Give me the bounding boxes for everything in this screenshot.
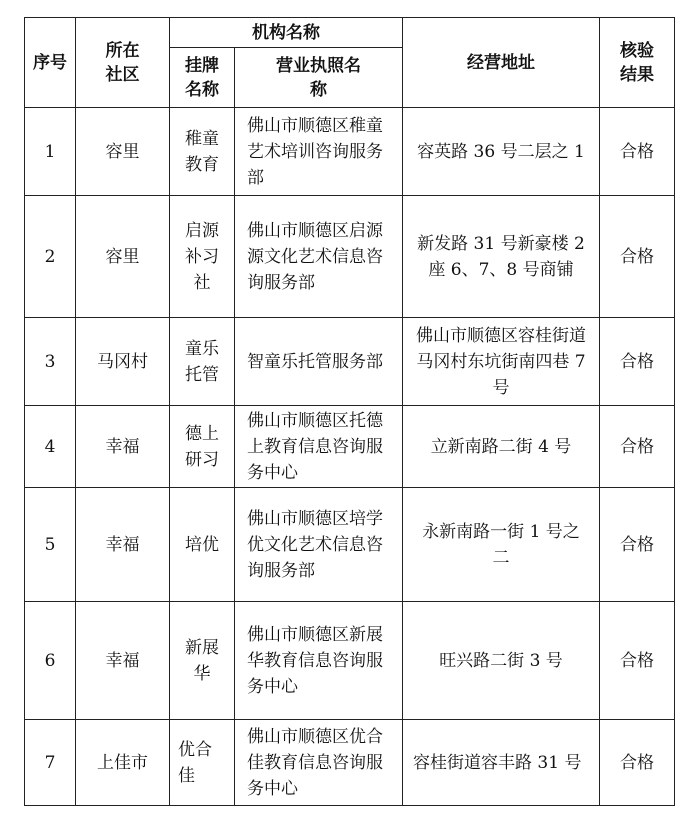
table-row	[25, 108, 675, 196]
header-address: 经营地址	[403, 18, 600, 108]
header-seq: 序号	[25, 18, 76, 108]
cell-signboard: 启源补习社	[170, 196, 235, 318]
header-community: 所在社区	[76, 18, 170, 108]
cell-license: 佛山市顺德区稚童艺术培训咨询服务部	[235, 108, 403, 196]
header-result: 核验结果	[600, 18, 675, 108]
cell-seq: 6	[25, 602, 76, 720]
verification-table	[24, 17, 675, 806]
cell-address: 旺兴路二街 3 号	[403, 602, 600, 720]
cell-community: 上佳市	[76, 720, 170, 806]
table-row	[25, 720, 675, 806]
cell-seq: 4	[25, 406, 76, 488]
cell-community: 马冈村	[76, 318, 170, 406]
cell-signboard: 稚童教育	[170, 108, 235, 196]
cell-result: 合格	[600, 318, 675, 406]
cell-address: 永新南路一街 1 号之二	[403, 488, 600, 602]
table-row	[25, 406, 675, 488]
cell-address: 新发路 31 号新豪楼 2 座 6、7、8 号商铺	[403, 196, 600, 318]
table-row	[25, 602, 675, 720]
cell-seq: 3	[25, 318, 76, 406]
cell-license: 智童乐托管服务部	[235, 318, 403, 406]
cell-address: 容英路 36 号二层之 1	[403, 108, 600, 196]
header-signboard: 挂牌名称	[170, 48, 235, 108]
cell-signboard: 优合佳	[170, 720, 235, 806]
cell-result: 合格	[600, 602, 675, 720]
cell-signboard: 童乐托管	[170, 318, 235, 406]
cell-address: 佛山市顺德区容桂街道马冈村东坑街南四巷 7 号	[403, 318, 600, 406]
cell-result: 合格	[600, 196, 675, 318]
document-page	[24, 17, 675, 806]
cell-address: 容桂街道容丰路 31 号	[403, 720, 600, 806]
header-license: 营业执照名称	[235, 48, 403, 108]
cell-signboard: 新展华	[170, 602, 235, 720]
cell-license: 佛山市顺德区新展华教育信息咨询服务中心	[235, 602, 403, 720]
header-org: 机构名称	[170, 18, 403, 48]
cell-result: 合格	[600, 488, 675, 602]
cell-result: 合格	[600, 406, 675, 488]
cell-license: 佛山市顺德区优合佳教育信息咨询服务中心	[235, 720, 403, 806]
cell-license: 佛山市顺德区启源源文化艺术信息咨询服务部	[235, 196, 403, 318]
cell-license: 佛山市顺德区培学优文化艺术信息咨询服务部	[235, 488, 403, 602]
cell-signboard: 德上研习	[170, 406, 235, 488]
cell-seq: 5	[25, 488, 76, 602]
table-row	[25, 318, 675, 406]
cell-seq: 1	[25, 108, 76, 196]
cell-community: 幸福	[76, 406, 170, 488]
cell-seq: 7	[25, 720, 76, 806]
cell-community: 幸福	[76, 488, 170, 602]
cell-result: 合格	[600, 720, 675, 806]
cell-seq: 2	[25, 196, 76, 318]
cell-license: 佛山市顺德区托德上教育信息咨询服务中心	[235, 406, 403, 488]
cell-community: 幸福	[76, 602, 170, 720]
cell-address: 立新南路二街 4 号	[403, 406, 600, 488]
cell-community: 容里	[76, 196, 170, 318]
table-row	[25, 196, 675, 318]
cell-signboard: 培优	[170, 488, 235, 602]
cell-result: 合格	[600, 108, 675, 196]
table-row	[25, 488, 675, 602]
cell-community: 容里	[76, 108, 170, 196]
